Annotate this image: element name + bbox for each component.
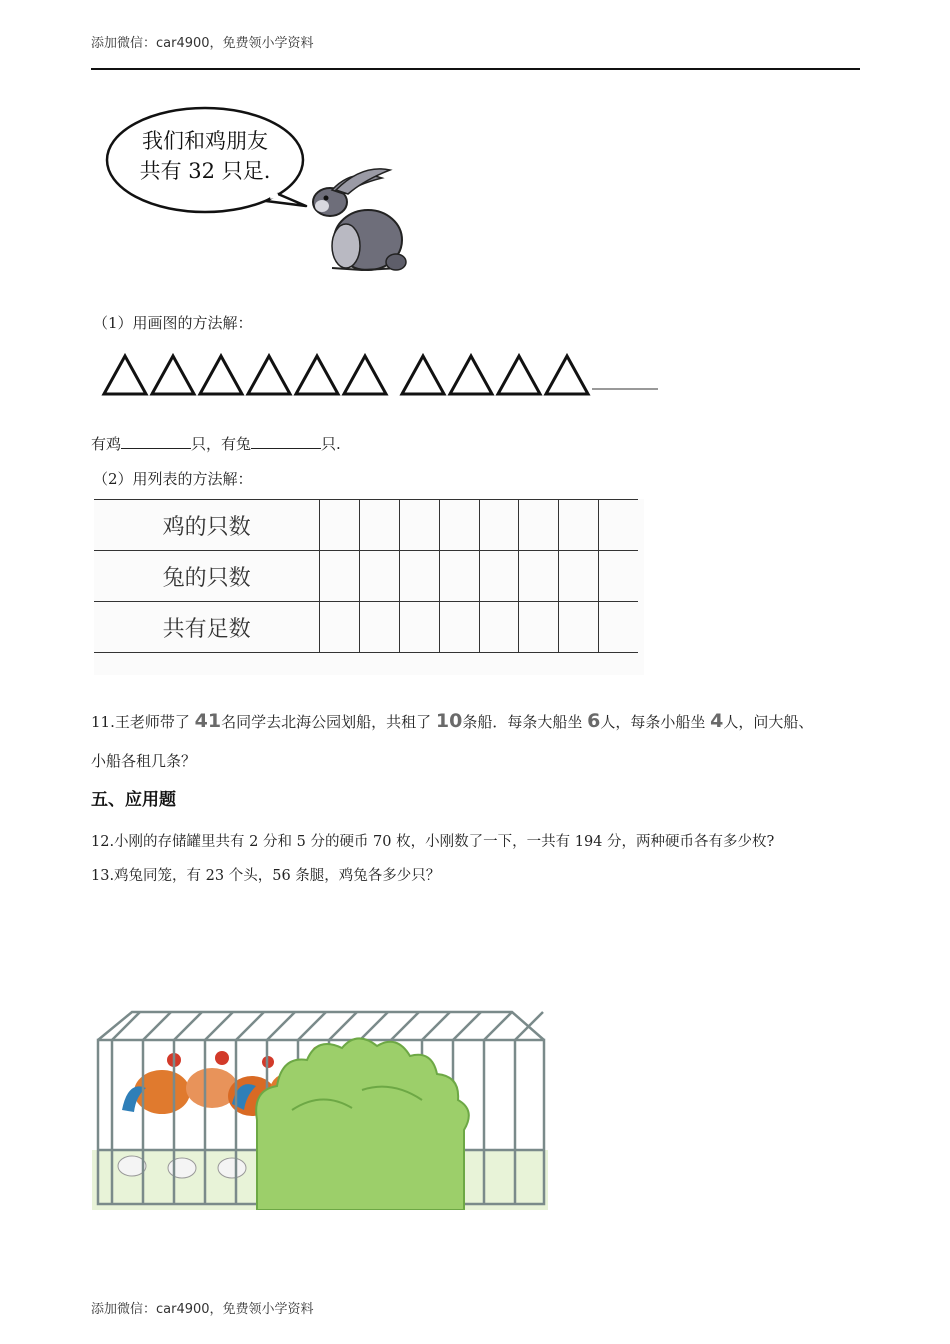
table-cell[interactable] bbox=[360, 602, 400, 653]
cage-bar bbox=[267, 1012, 295, 1040]
bush-icon bbox=[256, 1038, 469, 1210]
cage-figure bbox=[92, 1000, 548, 1210]
rabbit-figure bbox=[100, 98, 420, 278]
cage-bar bbox=[236, 1012, 264, 1040]
cage-bar bbox=[143, 1012, 171, 1040]
triangle-shape bbox=[450, 356, 492, 394]
rabbit-blank[interactable] bbox=[251, 434, 321, 449]
q11-big-boat: 6 bbox=[587, 710, 601, 732]
table-cell[interactable] bbox=[599, 551, 638, 602]
header-rule bbox=[91, 68, 860, 70]
section-title: 五、应用题 bbox=[91, 790, 176, 810]
row-header: 兔的只数 bbox=[94, 551, 320, 602]
table-cell[interactable] bbox=[439, 602, 479, 653]
q11-boats: 10 bbox=[435, 710, 463, 732]
cage-bar bbox=[484, 1012, 512, 1040]
cage-bar bbox=[205, 1012, 233, 1040]
q11-text-e: 人，问大船、 bbox=[723, 713, 814, 731]
rabbit-group-icon bbox=[118, 1156, 246, 1178]
rabbit-illustration bbox=[100, 98, 420, 278]
question-12: 12.小刚的存储罐里共有 2 分和 5 分的硬币 70 枚，小刚数了一下，一共有 194 分，两种硬币各有多少枚? bbox=[91, 834, 775, 850]
triangle-row bbox=[100, 352, 670, 398]
table-cell[interactable] bbox=[519, 500, 559, 551]
triangle-shape bbox=[104, 356, 146, 394]
chicken-blank[interactable] bbox=[121, 434, 191, 449]
rabbit-icon bbox=[313, 169, 406, 270]
triangle-shape bbox=[200, 356, 242, 394]
cage-bar bbox=[391, 1012, 419, 1040]
triangle-shape bbox=[546, 356, 588, 394]
cage-bar bbox=[422, 1012, 450, 1040]
q11-text-c: 条船．每条大船坐 bbox=[462, 713, 588, 731]
bubble-line-1: 我们和鸡朋友 bbox=[142, 129, 268, 153]
q11-small-boat: 4 bbox=[710, 710, 724, 732]
q11-students: 41 bbox=[194, 710, 222, 732]
row-header: 共有足数 bbox=[94, 602, 320, 653]
answer-prefix: 有鸡 bbox=[91, 435, 122, 453]
table-cell[interactable] bbox=[320, 551, 360, 602]
table-cell[interactable] bbox=[559, 551, 599, 602]
table-cell[interactable] bbox=[559, 602, 599, 653]
table-cell[interactable] bbox=[399, 500, 439, 551]
counting-table bbox=[94, 499, 644, 675]
triangle-drawing bbox=[100, 352, 670, 398]
triangle-shape bbox=[402, 356, 444, 394]
table-cell[interactable] bbox=[479, 500, 519, 551]
row-header: 鸡的只数 bbox=[94, 500, 320, 551]
table-cell[interactable] bbox=[320, 602, 360, 653]
table-row bbox=[94, 500, 638, 551]
question-13: 13.鸡兔同笼，有 23 个头，56 条腿，鸡兔各多少只？ bbox=[91, 868, 441, 884]
table-row bbox=[94, 602, 638, 653]
bubble-line-2: 共有 32 只足. bbox=[139, 159, 271, 183]
table-cell[interactable] bbox=[599, 602, 638, 653]
answer-mid: 只，有兔 bbox=[191, 435, 252, 453]
q11-text-a: 11.王老师带了 bbox=[91, 713, 195, 731]
table-cell[interactable] bbox=[360, 500, 400, 551]
table-cell[interactable] bbox=[439, 551, 479, 602]
table-cell[interactable] bbox=[479, 602, 519, 653]
triangle-shape bbox=[152, 356, 194, 394]
cage-bar bbox=[453, 1012, 481, 1040]
table-cell[interactable] bbox=[360, 551, 400, 602]
question-11 bbox=[91, 710, 813, 732]
table-cell[interactable] bbox=[399, 551, 439, 602]
part1-answer bbox=[91, 433, 341, 454]
table-cell[interactable] bbox=[599, 500, 638, 551]
triangle-shape bbox=[248, 356, 290, 394]
triangle-shape bbox=[498, 356, 540, 394]
q11-text-b: 名同学去北海公园划船，共租了 bbox=[221, 713, 436, 731]
cage-illustration bbox=[92, 1000, 548, 1210]
question-11-line2: 小船各租几条？ bbox=[91, 752, 197, 770]
cage-bar bbox=[298, 1012, 326, 1040]
triangle-shape bbox=[296, 356, 338, 394]
table-row bbox=[94, 551, 638, 602]
part2-label: （2）用列表的方法解： bbox=[93, 470, 253, 488]
page-footer: 添加微信：car4900，免费领小学资料 bbox=[91, 1302, 314, 1317]
q11-text-d: 人，每条小船坐 bbox=[600, 713, 711, 731]
table-cell[interactable] bbox=[479, 551, 519, 602]
table-cell[interactable] bbox=[559, 500, 599, 551]
page-header: 添加微信：car4900，免费领小学资料 bbox=[91, 36, 314, 51]
table-cell[interactable] bbox=[519, 602, 559, 653]
cage-bar bbox=[174, 1012, 202, 1040]
cage-bar bbox=[360, 1012, 388, 1040]
table-cell[interactable] bbox=[519, 551, 559, 602]
table-cell[interactable] bbox=[439, 500, 479, 551]
answer-suffix: 只. bbox=[321, 435, 341, 453]
triangle-shape bbox=[344, 356, 386, 394]
table-cell[interactable] bbox=[399, 602, 439, 653]
table-cell[interactable] bbox=[320, 500, 360, 551]
cage-bar bbox=[329, 1012, 357, 1040]
part1-label: （1）用画图的方法解： bbox=[93, 314, 253, 332]
